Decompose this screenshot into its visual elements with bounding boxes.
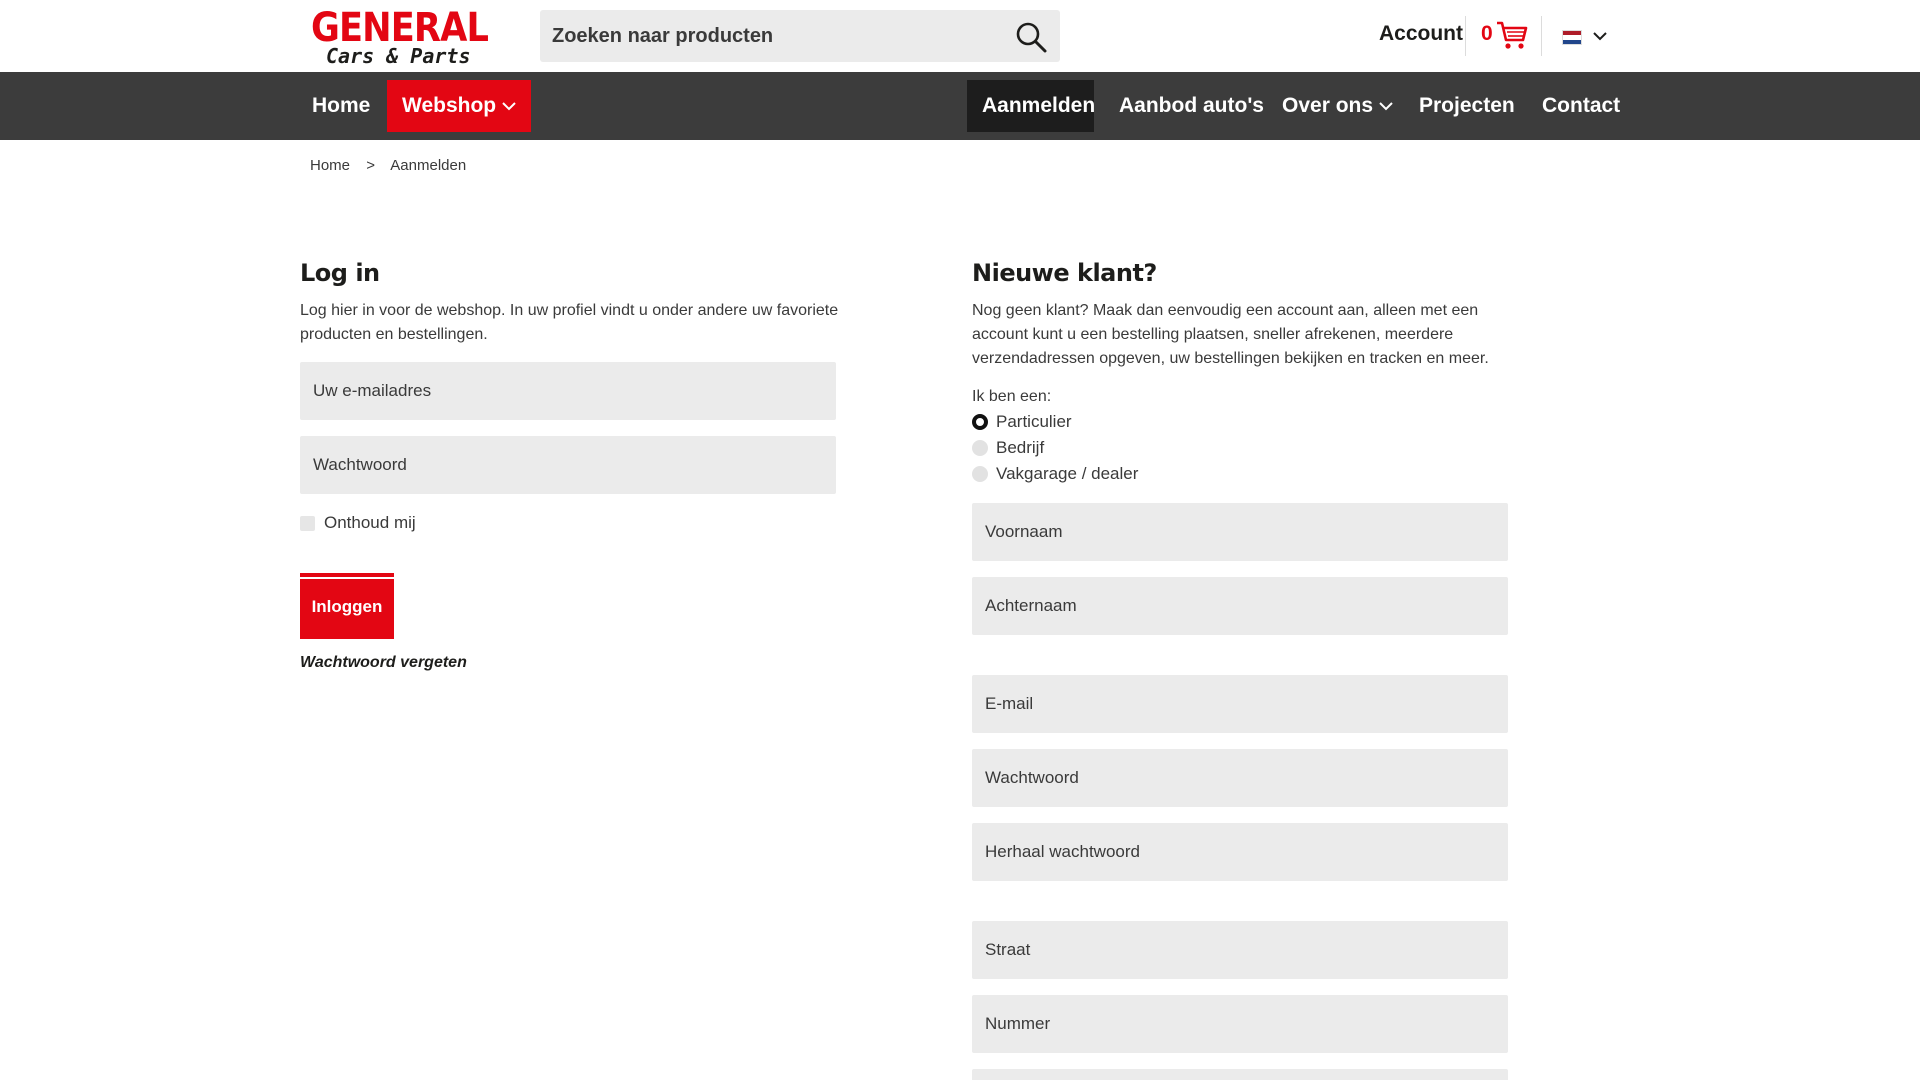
logo-wordmark: GENERAL [311,5,489,51]
next-field-partial[interactable] [972,1069,1508,1080]
chevron-down-icon[interactable] [1592,29,1608,43]
email-field[interactable] [300,362,836,420]
search-bar [540,10,1060,62]
customer-type-bedrijf[interactable] [972,435,1532,461]
nav-webshop-label: Webshop [402,94,497,117]
main-nav [0,72,1920,140]
nav-aanmelden-label: Aanmelden [982,94,1096,117]
nav-aanmelden[interactable] [967,80,1094,132]
search-icon[interactable] [1014,20,1048,54]
nav-projecten[interactable] [1404,80,1530,132]
radio-unselected[interactable] [972,440,988,456]
password-field[interactable] [300,436,836,494]
street-field[interactable] [972,921,1508,979]
house-number-field[interactable] [972,995,1508,1053]
register-title: Nieuwe klant? [972,259,1157,287]
login-button[interactable]: Inloggen [300,577,394,635]
radio-selected[interactable] [972,414,988,430]
forgot-password-link[interactable]: Wachtwoord vergeten [300,654,467,671]
register-password-field[interactable] [972,749,1508,807]
search-input[interactable] [540,10,1000,62]
nav-contact[interactable] [1527,80,1635,132]
header-divider [1465,16,1466,56]
login-intro: Log hier in voor de webshop. In uw profiel vindt u onder andere uw favoriete producten en bestellingen. [300,302,839,343]
cart-icon[interactable] [1496,20,1528,50]
nav-projecten-label: Projecten [1419,94,1515,117]
register-section [972,259,1532,1080]
chevron-down-icon [1379,101,1393,111]
nav-over-ons[interactable] [1267,80,1408,132]
last-name-field[interactable] [972,577,1508,635]
header-divider [1541,16,1542,56]
register-intro: Nog geen klant? Maak dan eenvoudig een account aan, alleen met een account kunt u een bestelling plaatsen, sneller afrekenen, meerdere verzendadressen opgeven, uw bestellingen bekijken en tracken en meer. [972,302,1489,367]
breadcrumb-current: Aanmelden [390,157,467,174]
account-link[interactable]: Account [1379,22,1463,45]
nav-home[interactable] [297,80,385,132]
breadcrumb-separator: > [366,157,375,174]
radio-label: Bedrijf [996,438,1045,457]
customer-type-vakgarage[interactable] [972,461,1532,487]
cart-count[interactable]: 0 [1481,22,1493,45]
site-header [0,0,1920,72]
breadcrumb-home[interactable]: Home [310,157,351,174]
remember-me[interactable] [300,513,860,533]
login-section [300,259,860,672]
remember-checkbox[interactable] [300,516,315,531]
customer-type-label: Ik ben een: [972,388,1052,405]
nav-aanbod-autos[interactable] [1104,80,1279,132]
remember-label: Onthoud mij [324,513,416,532]
nav-home-label: Home [312,94,371,117]
register-email-field[interactable] [972,675,1508,733]
chevron-down-icon [502,101,516,111]
login-title: Log in [300,259,380,287]
radio-unselected[interactable] [972,466,988,482]
dutch-flag-icon[interactable] [1562,30,1582,45]
nav-webshop[interactable] [387,80,531,132]
nav-contact-label: Contact [1542,94,1621,117]
logo-tagline: Cars & Parts [326,44,471,68]
nav-aanbod-label: Aanbod auto's [1119,94,1264,117]
breadcrumb [310,157,478,174]
repeat-password-field[interactable] [972,823,1508,881]
customer-type-particulier[interactable] [972,409,1532,435]
radio-label: Particulier [996,412,1072,431]
radio-label: Vakgarage / dealer [996,464,1139,483]
nav-over-ons-label: Over ons [1282,94,1374,117]
first-name-field[interactable] [972,503,1508,561]
site-logo[interactable] [311,5,489,68]
